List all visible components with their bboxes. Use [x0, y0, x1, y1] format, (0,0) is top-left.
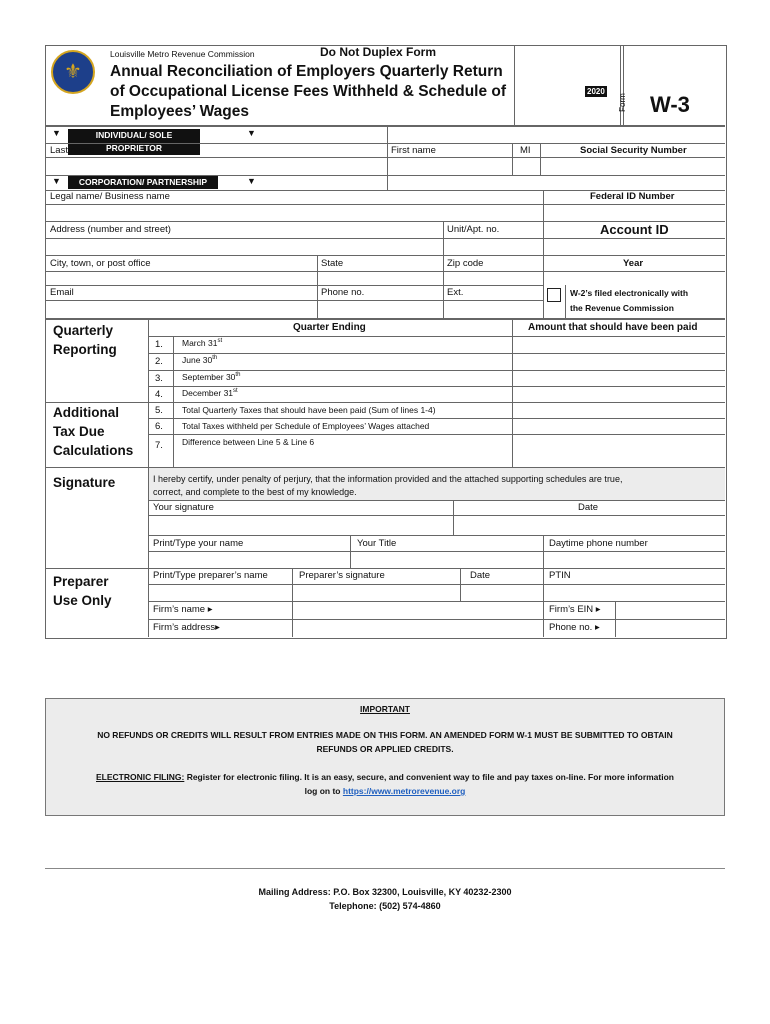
date-label: Date: [578, 502, 599, 513]
print-name-input[interactable]: [149, 552, 349, 567]
daytime-phone-input[interactable]: [544, 552, 724, 567]
no-refunds-text: NO REFUNDS OR CREDITS WILL RESULT FROM ENTRIES MADE ON THIS FORM. AN AMENDED FORM W-1 MUST BE SUBMITTED TO OBTAIN: [97, 730, 673, 740]
additional-section-title: Additional Tax Due Calculations: [53, 405, 134, 458]
preparer-date-input[interactable]: [461, 585, 542, 600]
year-badge: 2020: [587, 87, 605, 96]
form-label: Form: [617, 93, 627, 112]
agency-name: Louisville Metro Revenue Commission: [110, 49, 255, 59]
certification-text-2: correct, and complete to the best of my knowledge.: [153, 487, 357, 497]
your-title-input[interactable]: [351, 552, 542, 567]
preparer-phone-label: Phone no. ▸: [549, 622, 600, 633]
triangle-down-icon: ▼: [247, 128, 256, 138]
ssn-label: Social Security Number: [580, 145, 687, 156]
individual-header: INDIVIDUAL/ SOLE PROPRIETOR: [68, 129, 200, 155]
calc-label: Total Quarterly Taxes that should have been paid (Sum of lines 1-4): [182, 405, 436, 415]
form-title: Annual Reconciliation of Employers Quarterly Return of Occupational License Fees Withheld & Schedule of Employees’ Wages: [110, 63, 507, 120]
zip-label: Zip code: [447, 258, 484, 269]
account-id-label: Account ID: [600, 222, 669, 237]
email-input[interactable]: [46, 301, 316, 317]
telephone: Telephone: (502) 574-4860: [329, 901, 441, 911]
amount-input-4[interactable]: [513, 387, 724, 401]
signature-date-input[interactable]: [454, 516, 724, 534]
amount-header: Amount that should have been paid: [528, 322, 698, 333]
efile-text-2: log on to https://www.metrorevenue.org: [304, 786, 466, 796]
first-name-input[interactable]: [388, 158, 511, 175]
calc-label: Difference between Line 5 & Line 6: [182, 437, 315, 447]
triangle-down-icon: ▼: [52, 176, 61, 186]
state-input[interactable]: [318, 272, 442, 285]
preparer-section-title: Preparer Use Only: [53, 574, 112, 608]
quarter-label: December 31st: [182, 388, 238, 398]
quarter-label: March 31st: [182, 338, 223, 348]
quarter-label: September 30th: [182, 372, 241, 382]
quarterly-section-title: Quarterly Reporting: [53, 323, 117, 357]
account-id-input[interactable]: [544, 239, 724, 255]
legal-name-label: Legal name/ Business name: [50, 191, 170, 202]
calc-label: Total Taxes withheld per Schedule of Employees’ Wages attached: [182, 421, 430, 431]
state-label: State: [321, 258, 344, 269]
line-number: 3.: [155, 373, 163, 384]
form-number: W-3: [650, 92, 690, 117]
firm-address-label: Firm’s address▸: [153, 622, 220, 633]
email-label: Email: [50, 287, 74, 298]
ext-input[interactable]: [444, 301, 542, 317]
corporation-header: CORPORATION/ PARTNERSHIP: [68, 176, 218, 189]
mailing-address: Mailing Address: P.O. Box 32300, Louisville, KY 40232-2300: [258, 887, 512, 897]
certification-text: I hereby certify, under penalty of perjury, that the information provided and the attached supporting schedules are true,: [153, 474, 623, 484]
firm-address-input[interactable]: [293, 620, 542, 636]
phone-label: Phone no.: [321, 287, 365, 298]
ext-label: Ext.: [447, 287, 464, 298]
metrorevenue-link[interactable]: https://www.metrorevenue.org: [342, 786, 466, 796]
amount-input-6[interactable]: [513, 419, 724, 433]
fein-input[interactable]: [544, 205, 724, 221]
preparer-name-label: Print/Type preparer’s name: [153, 570, 268, 581]
ptin-input[interactable]: [544, 585, 724, 600]
mi-label: MI: [520, 145, 531, 156]
line-number: 6.: [155, 421, 163, 432]
print-name-label: Print/Type your name: [153, 538, 244, 549]
your-title-label: Your Title: [357, 538, 397, 549]
ptin-label: PTIN: [549, 570, 571, 581]
firm-ein-label: Firm’s EIN ▸: [549, 604, 601, 615]
firm-ein-input[interactable]: [616, 602, 724, 618]
line-number: 4.: [155, 389, 163, 400]
your-signature-label: Your signature: [153, 502, 214, 513]
city-input[interactable]: [46, 272, 316, 285]
signature-section-title: Signature: [53, 475, 116, 490]
fein-label: Federal ID Number: [590, 191, 675, 202]
amount-input-5[interactable]: [513, 403, 724, 417]
w2-electronic-checkbox[interactable]: [547, 288, 561, 302]
amount-input-7[interactable]: [513, 435, 724, 466]
triangle-down-icon: ▼: [52, 128, 61, 138]
last-name-label: Last name: [50, 145, 95, 156]
preparer-phone-input[interactable]: [616, 620, 724, 636]
your-signature-input[interactable]: [149, 516, 452, 534]
legal-name-input[interactable]: [46, 205, 542, 221]
quarter-ending-header: Quarter Ending: [293, 322, 366, 333]
quarter-label: June 30th: [182, 355, 218, 365]
triangle-down-icon: ▼: [247, 176, 256, 186]
firm-name-input[interactable]: [293, 602, 542, 618]
w2-electronic-label-2: the Revenue Commission: [570, 303, 674, 313]
year-label: Year: [623, 258, 644, 269]
unit-input[interactable]: [444, 239, 542, 255]
firm-name-label: Firm’s name ▸: [153, 604, 213, 615]
footer: [45, 885, 725, 913]
efile-text: ELECTRONIC FILING: Register for electronic filing. It is an easy, secure, and convenient way to file and pay taxes on-line. For more information: [96, 772, 674, 782]
first-name-label: First name: [391, 145, 436, 156]
important-title: IMPORTANT: [360, 704, 410, 714]
do-not-duplex: Do Not Duplex Form: [320, 45, 436, 59]
line-number: 5.: [155, 405, 163, 416]
seal-logo: ⚜: [51, 50, 95, 94]
preparer-date-label: Date: [470, 570, 491, 581]
w2-electronic-label: W-2’s filed electronically with: [570, 288, 689, 298]
zip-input[interactable]: [444, 272, 542, 285]
mi-input[interactable]: [513, 158, 539, 175]
daytime-phone-label: Daytime phone number: [549, 538, 648, 549]
phone-input[interactable]: [318, 301, 442, 317]
year-input[interactable]: [544, 272, 724, 285]
amount-input-2[interactable]: [513, 354, 724, 369]
preparer-signature-label: Preparer’s signature: [299, 570, 385, 581]
address-label: Address (number and street): [50, 224, 171, 235]
preparer-name-input[interactable]: [149, 585, 291, 600]
address-input[interactable]: [46, 239, 442, 255]
amount-input-1[interactable]: [513, 337, 724, 352]
last-name-input[interactable]: [46, 158, 386, 175]
important-notice-box: [45, 698, 725, 816]
line-number: 1.: [155, 339, 163, 350]
line-number: 7.: [155, 440, 163, 451]
city-label: City, town, or post office: [50, 258, 151, 269]
amount-input-3[interactable]: [513, 371, 724, 385]
line-number: 2.: [155, 356, 163, 367]
ssn-input[interactable]: [541, 158, 724, 175]
preparer-signature-input[interactable]: [293, 585, 459, 600]
no-refunds-text-2: REFUNDS OR APPLIED CREDITS.: [316, 744, 454, 754]
unit-label: Unit/Apt. no.: [447, 224, 500, 235]
